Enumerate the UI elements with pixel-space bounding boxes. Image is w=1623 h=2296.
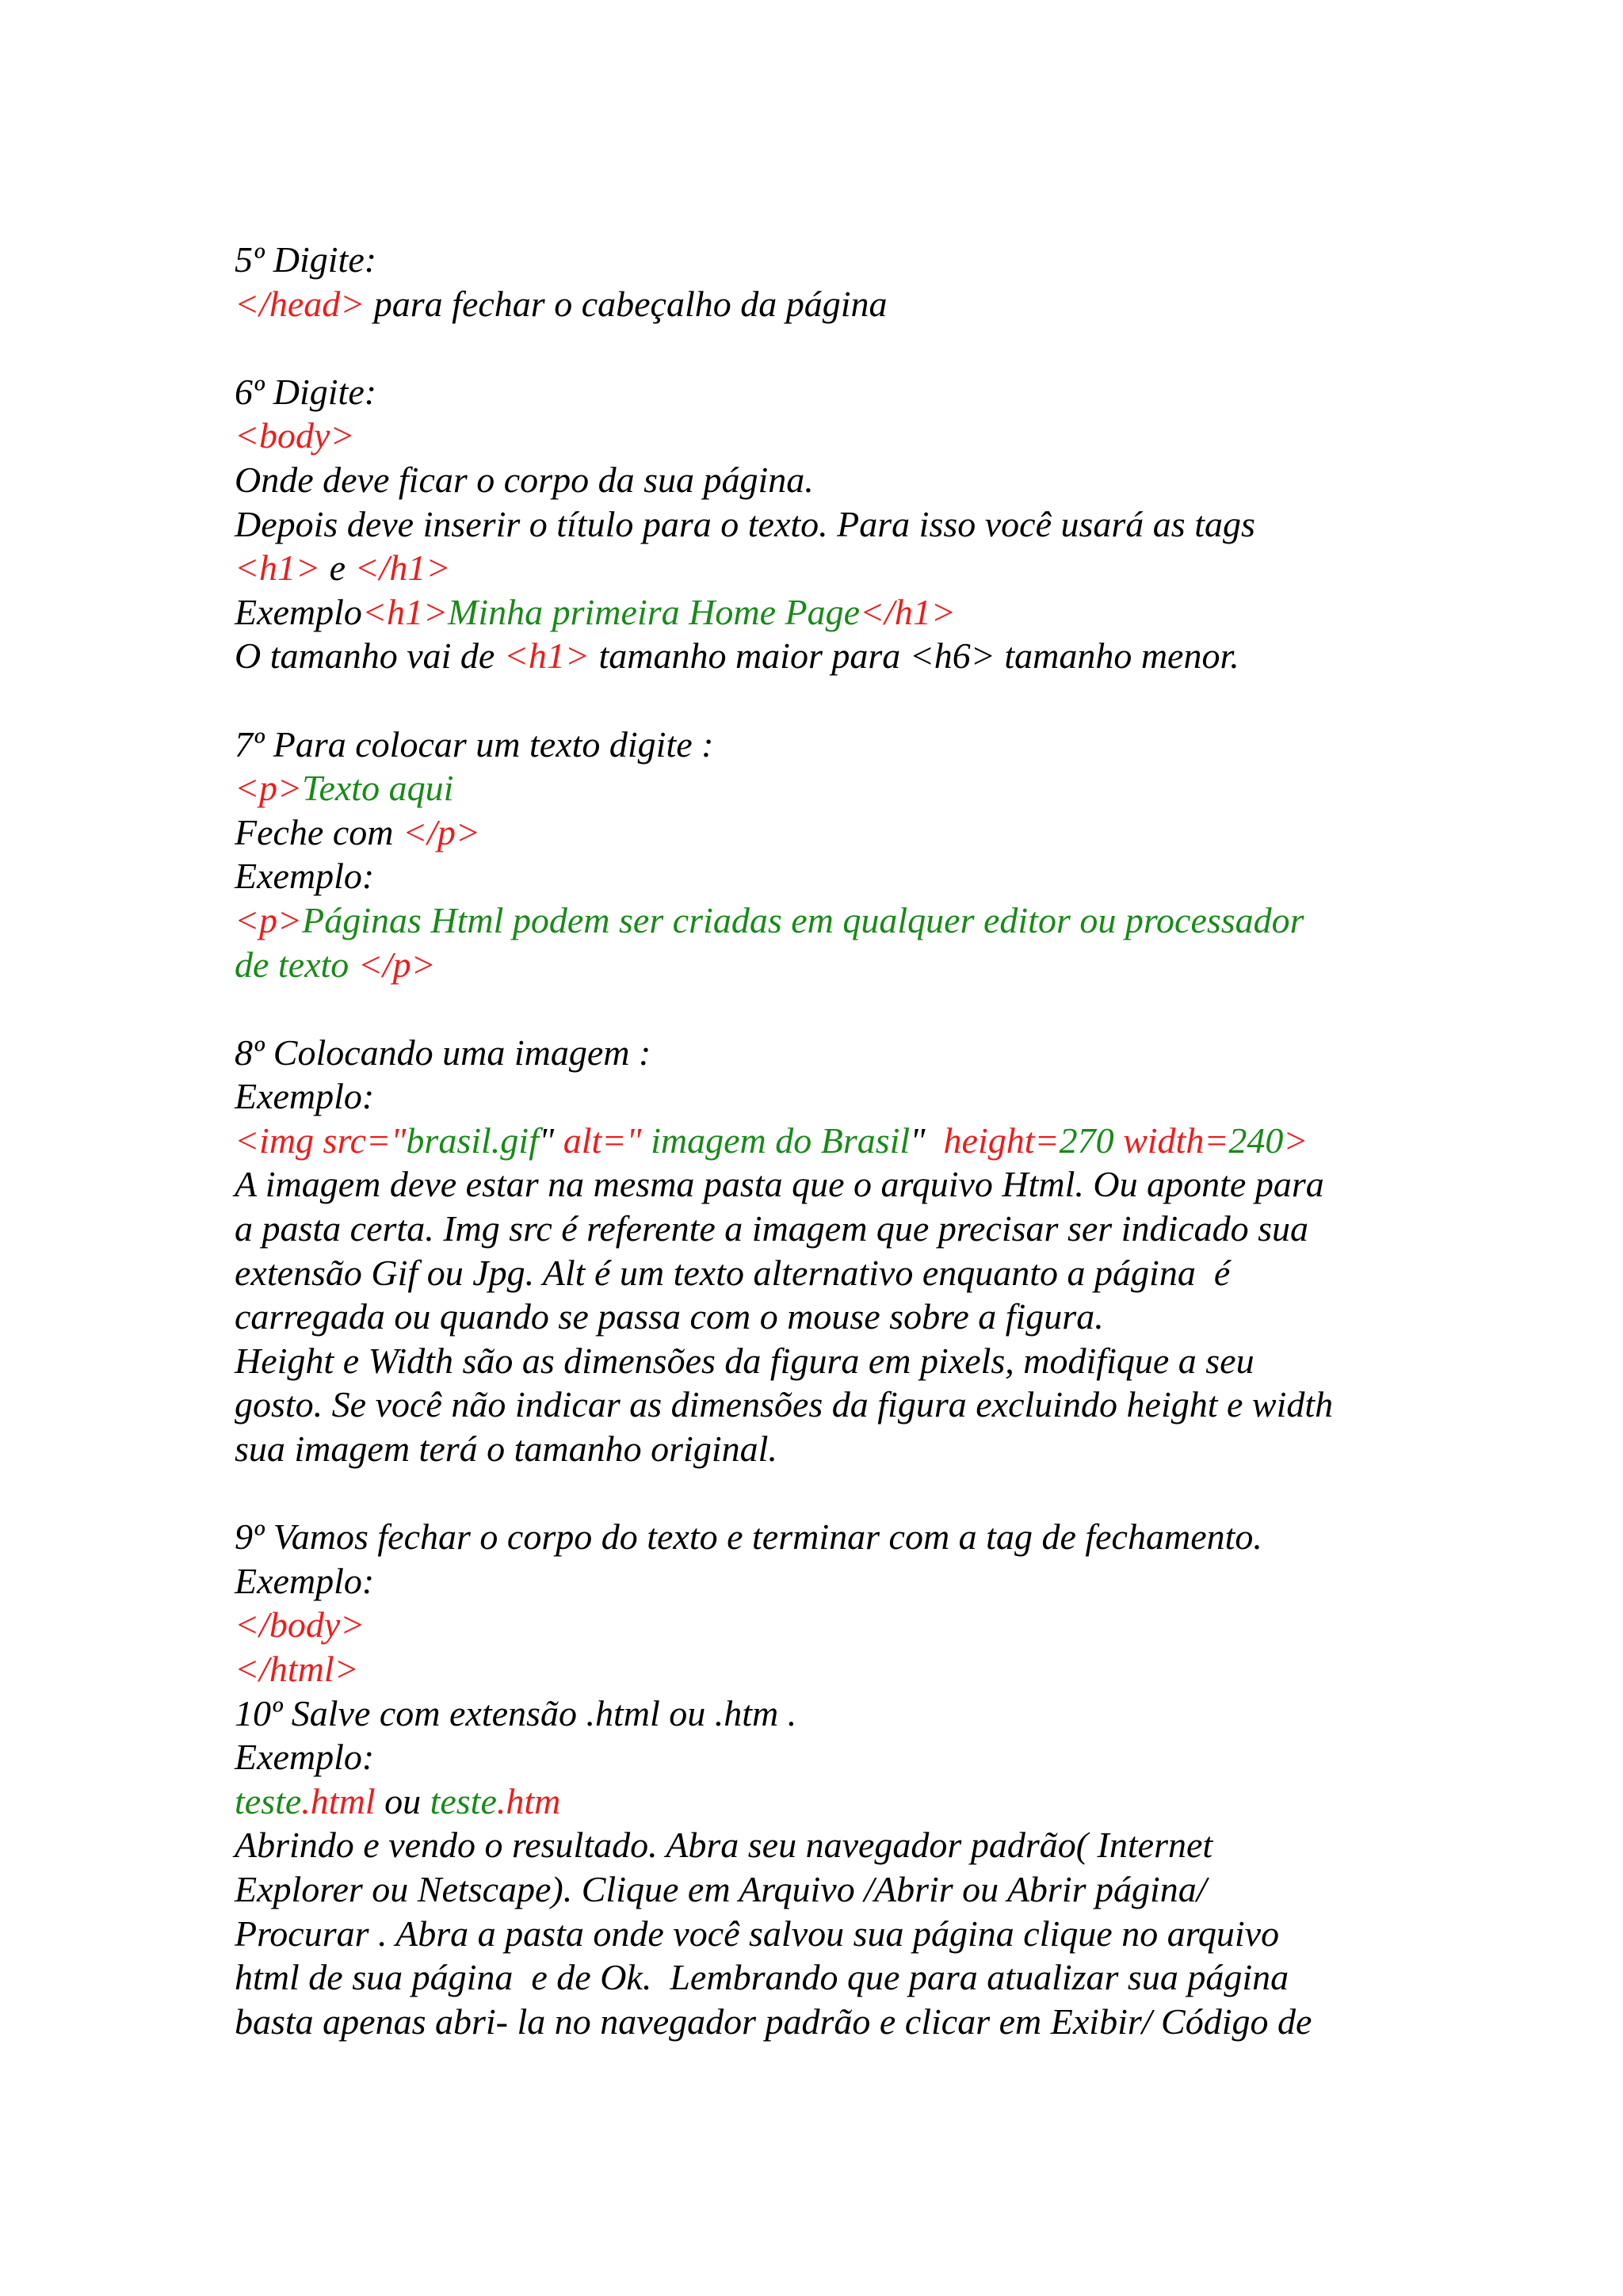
example-content-text: de texto	[235, 944, 358, 985]
text-line	[235, 1295, 1503, 1339]
text-line	[235, 1647, 1503, 1691]
text-line	[235, 1779, 1503, 1824]
text-line	[235, 1912, 1503, 1956]
body-text: tamanho maior para <h6> tamanho menor.	[589, 635, 1239, 677]
text-line	[235, 1162, 1503, 1207]
html-tag-text: >	[1283, 1119, 1308, 1161]
body-text: O tamanho vai de	[235, 635, 504, 677]
text-line	[235, 1955, 1503, 2000]
blank-line	[235, 326, 1503, 370]
text-line	[235, 1823, 1503, 1867]
text-line	[235, 2000, 1503, 2044]
text-line	[235, 1603, 1503, 1647]
text-line	[235, 1119, 1503, 1163]
body-text: ou	[375, 1780, 430, 1821]
document-page	[235, 238, 1503, 2043]
text-line	[235, 1427, 1503, 1471]
example-content-text: Texto aqui	[302, 768, 454, 809]
html-tag-text: <h1>	[235, 547, 321, 589]
text-line	[235, 590, 1503, 635]
text-line	[235, 414, 1503, 458]
body-text: 9º Vamos fechar o corpo do texto e terminar com a tag de fechamento.	[235, 1516, 1262, 1558]
html-tag-text: .html	[301, 1780, 376, 1821]
body-text: Exemplo	[235, 591, 362, 632]
body-text: "	[538, 1119, 563, 1161]
body-text: 5º Digite:	[235, 239, 377, 280]
text-line	[235, 1031, 1503, 1075]
text-line	[235, 766, 1503, 810]
body-text: Explorer ou Netscape). Clique em Arquivo /Abrir ou Abrir página/	[235, 1868, 1207, 1909]
body-text: a pasta certa. Img src é referente a imagem que precisar ser indicado sua	[235, 1208, 1309, 1249]
text-line	[235, 458, 1503, 502]
html-tag-text: width=	[1123, 1119, 1229, 1161]
html-tag-text: <p>	[235, 899, 303, 940]
text-line	[235, 546, 1503, 590]
body-text: Exemplo:	[235, 1737, 375, 1778]
body-text: Abrindo e vendo o resultado. Abra seu navegador padrão( Internet	[235, 1825, 1213, 1866]
body-text: 8º Colocando uma imagem :	[235, 1032, 651, 1073]
text-line	[235, 723, 1503, 767]
text-line	[235, 1559, 1503, 1604]
html-tag-text: height=	[943, 1119, 1060, 1161]
body-text: A imagem deve estar na mesma pasta que o arquivo Html. Ou aponte para	[235, 1164, 1324, 1205]
text-line	[235, 282, 1503, 326]
blank-line	[235, 986, 1503, 1031]
html-tag-text: </html>	[235, 1649, 359, 1689]
example-content-text: teste	[235, 1780, 302, 1821]
text-line	[235, 1251, 1503, 1295]
text-line	[235, 1867, 1503, 1912]
example-content-text: Páginas Html podem ser criadas em qualquer editor ou processador	[302, 899, 1304, 940]
html-tag-text: <h1>	[361, 591, 449, 632]
text-line	[235, 238, 1503, 282]
text-line	[235, 1735, 1503, 1779]
body-text: gosto. Se você não indicar as dimensões da figura excluindo height e width	[235, 1384, 1334, 1425]
text-line	[235, 1339, 1503, 1383]
html-tag-text: </head>	[235, 283, 365, 324]
body-text: Feche com	[235, 811, 403, 852]
text-line	[235, 854, 1503, 898]
html-tag-text: <img src="	[235, 1119, 407, 1161]
body-text: Depois deve inserir o título para o texto. Para isso você usará as tags	[235, 503, 1255, 544]
text-line	[235, 1691, 1503, 1736]
html-tag-text: </p>	[357, 944, 436, 985]
example-content-text: imagem do Brasil	[641, 1119, 911, 1161]
text-line	[235, 1383, 1503, 1427]
body-text: 10º Salve com extensão .html ou .htm .	[235, 1692, 797, 1733]
body-text: Height e Width são as dimensões da figura em pixels, modifique a seu	[235, 1340, 1254, 1381]
blank-line	[235, 1471, 1503, 1516]
html-tag-text: <p>	[235, 768, 303, 809]
html-tag-text: </h1>	[354, 547, 451, 589]
text-line	[235, 634, 1503, 678]
text-line	[235, 1515, 1503, 1559]
body-text: carregada ou quando se passa com o mouse sobre a figura.	[235, 1296, 1104, 1337]
example-content-text: 270	[1059, 1119, 1124, 1161]
body-text: para fechar o cabeçalho da página	[365, 283, 888, 324]
blank-line	[235, 678, 1503, 723]
html-tag-text: .htm	[496, 1780, 561, 1821]
body-text: 6º Digite:	[235, 371, 377, 412]
html-tag-text: </body>	[235, 1604, 365, 1646]
html-tag-text: <body>	[235, 415, 355, 456]
example-content-text: teste	[430, 1780, 497, 1821]
html-tag-text: </h1>	[860, 591, 956, 632]
body-text: e	[320, 547, 355, 589]
text-line	[235, 898, 1503, 943]
body-text: "	[910, 1119, 944, 1161]
example-content-text: Minha primeira Home Page	[448, 591, 861, 632]
body-text: basta apenas abri- la no navegador padrão e clicar em Exibir/ Código de	[235, 2000, 1312, 2042]
body-text: Exemplo:	[235, 1560, 375, 1601]
text-line	[235, 502, 1503, 547]
html-tag-text: alt="	[563, 1119, 642, 1161]
body-text: 7º Para colocar um texto digite :	[235, 723, 714, 765]
example-content-text: 240	[1228, 1119, 1284, 1161]
text-line	[235, 370, 1503, 414]
html-tag-text: </p>	[403, 811, 480, 852]
html-tag-text: <h1>	[503, 635, 590, 677]
text-line	[235, 943, 1503, 987]
body-text: html de sua página e de Ok. Lembrando que para atualizar sua página	[235, 1957, 1289, 1998]
body-text: Exemplo:	[235, 1076, 375, 1117]
example-content-text: brasil.gif	[406, 1119, 539, 1161]
body-text: Onde deve ficar o corpo da sua página.	[235, 459, 814, 500]
text-line	[235, 1207, 1503, 1251]
text-line	[235, 810, 1503, 855]
text-line	[235, 1074, 1503, 1119]
body-text: sua imagem terá o tamanho original.	[235, 1428, 777, 1470]
body-text: Procurar . Abra a pasta onde você salvou sua página clique no arquivo	[235, 1913, 1280, 1954]
body-text: Exemplo:	[235, 856, 375, 897]
body-text: extensão Gif ou Jpg. Alt é um texto alternativo enquanto a página é	[235, 1252, 1231, 1293]
